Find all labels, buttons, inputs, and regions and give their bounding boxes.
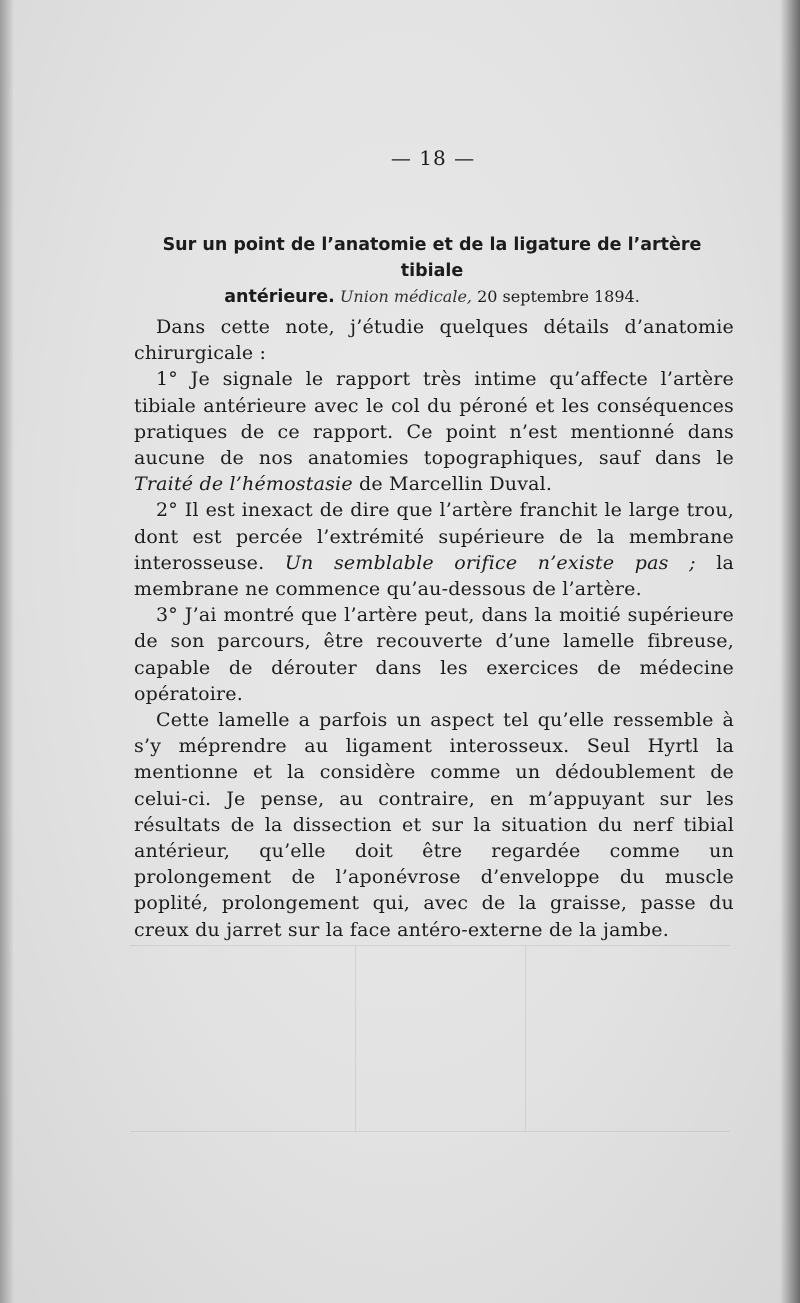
paragraph-point-1 (134, 366, 734, 497)
page-left-edge-shadow (0, 0, 14, 1303)
article-title-line1: Sur un point de l’anatomie et de la ligature de l’artère tibiale (162, 235, 702, 281)
bleed-through-column-line (355, 946, 356, 1131)
paragraph-point-1-text: 1° Je signale le rapport très intime qu’affecte l’artère tibiale antérieure avec le col du péroné et les conséquences pratiques de ce rapport. Ce point n’est mentionné dans aucune de nos anatomies topographiques, sauf dans le (134, 368, 734, 470)
journal-name: Union médicale, (339, 287, 473, 306)
paragraph-point-3: 3° J’ai montré que l’artère peut, dans la moitié supérieure de son parcours, être recouverte d’une lamelle fibreuse, capable de dérouter dans les exercices de médecine opératoire. (134, 604, 734, 705)
article-heading: Sur un point de l’anatomie et de la ligature de l’artère tibiale antérieure. Union médicale, 20 septembre 1894. (162, 235, 702, 307)
paragraph-point-2-italic: Un semblable orifice n’existe pas ; (284, 551, 696, 574)
paragraph-point-2-text: 2° Il est inexact de dire que l’artère franchit le large trou, dont est percée l’extrémité supérieure de la membrane interosseuse. (134, 499, 734, 574)
paragraph-intro: Dans cette note, j’étudie quelques détails d’anatomie chirurgicale : (134, 316, 734, 365)
article-title-line2: antérieure (224, 287, 329, 307)
publication-date: 20 septembre 1894. (477, 287, 640, 306)
paragraph-conclusion: Cette lamelle a parfois un aspect tel qu’elle ressemble à s’y méprendre au ligament interosseux. Seul Hyrtl la mentionne et la considère comme un dédoublement de celui-ci. Je pense, au contraire, en m’appuyant sur les résultats de la dissection et sur la situation du nerf tibial antérieur, qu’elle doit être regardée comme un prolongement de l’aponévrose d’enveloppe du muscle poplité, prolongement qui, avec de la graisse, passe du creux du jarret sur la face antéro-externe de la jambe. (134, 709, 734, 941)
article-body (134, 314, 734, 943)
book-title-italic: Traité de l’hémostasie (134, 473, 353, 496)
bleed-through-table (130, 945, 730, 1132)
bleed-through-column-line (525, 946, 526, 1131)
page-right-edge-shadow (780, 0, 800, 1303)
paragraph-point-1-end: de Marcellin Duval. (359, 473, 553, 496)
paragraph-point-2-end: la membrane ne commence qu’au-dessous de l’artère. (134, 551, 734, 601)
page-number: — 18 — (390, 146, 476, 170)
paragraph-point-2 (134, 497, 734, 602)
